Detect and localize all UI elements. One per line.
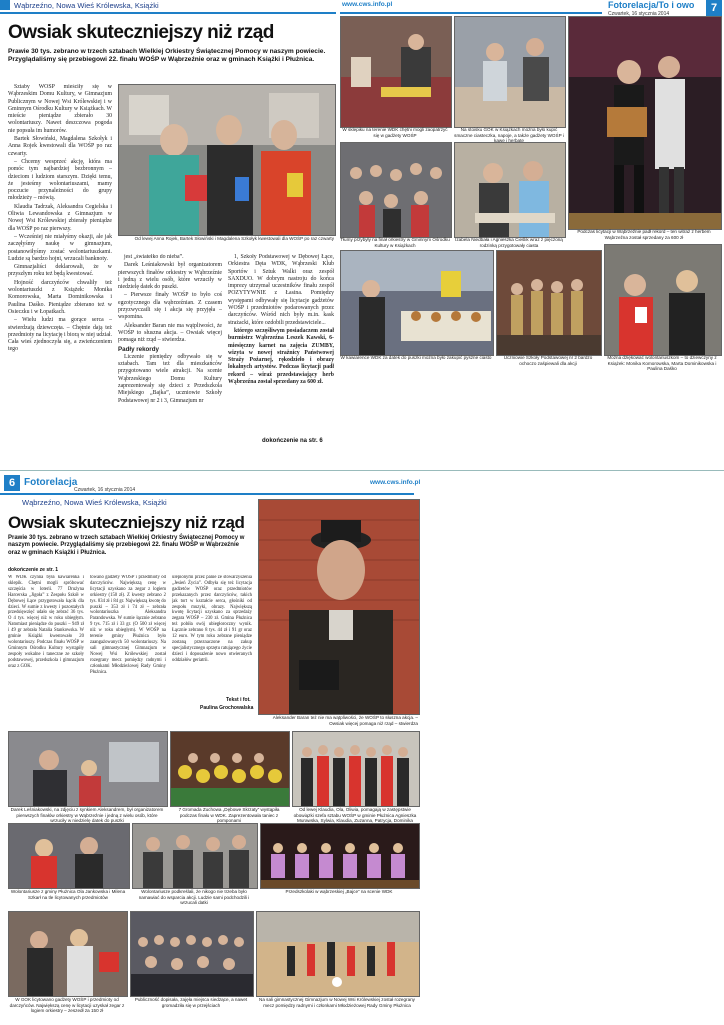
photo-caption-8: Publiczność dopisała, zajęła miejsca siedzące, a nawet gromadziła się w przejściach	[134, 997, 248, 1008]
photo-caption-7: Uczniowie Szkoły Podstawowej nr 2 bardzo ochoczo zaśpiewali dla akcji	[503, 355, 593, 366]
article-column-3: 1, Szkoły Podstawowej w Dębowej Łące, Orkiestra Dęta WDK, Wąbrzeski Klub Sportów i Sztuk Walki oraz zespół SAXDUO. W dobrym nastroju do końca imprezy utrzymał uczestników finału zespół POZYTYWNIE z Łasina. Pomiędzy występami odbywały się licytacje gadżetów WOŚP i przedmiotów podarowanych przez darczyńców. Wśród nich były m.in. kask strażacki, które ozdobili przedstawiciele... którego szczęśliwym posiadaczem został burmistrz Wąbrzeźna Leszek Kawski, 6-miesięczny karnet na zajęcia ZUMBY, wizyta w nowej strażnicy Państwowej Straży Pożarnej, rękodzieło i obrazy lokalnych artystów. Podczas licytacji padł rekord – wiraż przedstawiający herb Wąbrzeźna został sprzedany za 600 zł.	[228, 254, 334, 386]
header-rule	[0, 12, 336, 14]
main-photo-caption: Aleksander Baran też nie ma wątpliwości, że WOŚP to słuszna akcja. – Owsiak więcej pomaga niż rząd – stwierdza	[272, 715, 418, 726]
continued-from-note: dokończenie ze str. 1	[8, 567, 59, 573]
photo-pupils	[496, 250, 602, 356]
credit-name: Paulina Grochowalska	[200, 705, 254, 711]
photo-caption-4: Izabela Niedbała i Agnieszka Cieślik wraz z pięczoną rodzinką przygotowały ciasta	[455, 237, 563, 248]
photo-girls	[8, 823, 130, 889]
subhead-records: Padły rekordy	[118, 345, 159, 353]
photo-scouts	[170, 731, 290, 807]
site-url[interactable]: www.cws.info.pl	[342, 1, 393, 8]
photo-caption-1: Darek Leśniakowski, na zdjęciu z synkiem Aleksandrem, był organizatorem pierwszych finałów orkiestry w Wąbrzeźnie i jedną z wielu osób, które wrzuciły w niedzielę datek do puszki	[10, 807, 164, 824]
page-7	[0, 0, 724, 492]
photo-father-son	[8, 731, 168, 807]
site-url[interactable]: www.cws.info.pl	[370, 479, 421, 486]
photo-caption-4: Wolontariusze z gminy Płużnica Ola Jankowska i Milena Szkarł na tle licytowanych przedmiotów	[10, 889, 126, 900]
article-column-1: Sztaby WOŚP mieściły się w Wąbrzeskim Domu Kultury, w Gimnazjum Publicznym w Nowej Wsi Królewskiej i w Gminnym Ośrodku Kultury w Książkach. W mieście pieniądze zbierało 30 wolontariuszy. Nawet deszczowa pogoda nie popsuła im humorów. Bartek Słowiński, Magdalena Szkołyk i Anna Rojek kwestowali dla WOŚP po raz czwarty. – Chcemy wesprzeć akcję, która ma pomóc tym najbardziej bezbronnym – dzieciom i ludziom starszym. Dzięki temu, że jesteśmy wolontariuszami, mamy poczucie przynależności do grupy młodzieży – mówią. Klaudia Tadrzak, Aleksandra Cegielska i Oliwia Lewandowska z Gimnazjum w Nowej Wsi Królewskiej zbierały pieniądze dla WOŚP po raz pierwszy. – Wcześniej nie miałyśmy okazji, ale jak zaczęłyśmy naukę w gimnazjum, postanowiłyśmy zostać wolontariuszkami. Ludzie są bardzo hojni, wrzucali banknoty. Gimnazjaliści deklarowali, że w przyszłym roku też będą kwestować. Hojność darczyńców chwaliły też wolontariuszki z Książek: Monika Komorowska, Marta Dominikowska i Paulina Daśko. Pieniądze zbierano też w Osieczku i w Łopatkach. – Wielu ludzi ma gorące serca – stwierdzają dziewczęta. – Chętnie dają też przedmioty na licytację i biorą w niej udział. Cała wieś zjednoczyła się, a zwieńczeniem tego	[8, 84, 112, 353]
lead-paragraph: Prawie 30 tys. zebrano w trzech sztabach Wielkiej Orkiestry Świątecznej Pomocy w naszym powiecie. Przyglądaliśmy się przebiegowi 22. finału WOŚP w Wąbrzeźnie oraz w gminach Książki i Płużnica.	[8, 535, 245, 556]
photo-pluznica-team	[292, 731, 420, 807]
photo-caption-6: Przedszkolaki w wąbrzeskiej „Bajce” na scenie WDK	[285, 889, 393, 894]
header-rule-right	[340, 12, 602, 14]
main-photo	[258, 499, 420, 715]
section-title: Fotorelacja	[24, 477, 78, 488]
photo-caption-5: Wolontariusze podkreślali, że nikogo nie trzeba było namawiać do wsparcia akcji. Ludzie sami podchodzili i wrzucali datki	[138, 889, 250, 906]
issue-date: Czwartek, 16 stycznia 2014	[74, 487, 136, 493]
article-column-1: W WDK czynna była kawiarenka i sklepik. Chętni mogli spróbować szczęścia w loterii. 77 Drużyna Harcerska „Jigoła” z Zespołu Szkół w Dębowej Łące przygotowała kącik dla dzieci. W sumie z kwesty i pozostałych przedsięwzięć udało się zebrać 36 tys. O 4 tys. więcej niż w roku ubiegłym. Natomiast pieniądze do puszki – 949 zł i 49 gr zebrała Natalia Stankowska. W gminie Książki kwestowało 20 wolontariuszy. Podczas finału WOŚP w Gminnym Ośrodku Kultury wystąpiły zespoły wokalne i taneczne ze szkoły podstawowej, przedszkola i gimnazjum oraz z GOK.	[8, 575, 84, 669]
photo-cafe	[340, 250, 494, 356]
lead-paragraph: Prawie 30 tys. zebrano w trzech sztabach Wielkiej Orkiestry Świątecznej Pomocy w naszym powiecie. Przyglądaliśmy się przebiegowi 22. finału WOŚP w Wąbrzeźnie oraz w gminach Książki i Płużnica.	[8, 48, 326, 64]
article-column-2: towano gadżety WOŚP i przedmioty od darczyńców. Największą cenę w licytacji uzyskano za zegar z logiem orkiestry (150 zł). Z kwesty zebrano 2 tys. 834 zł i 84 gr. Największą kwotę do puszki – 353 zł i 74 zł – zebrała wolontariuszka Aleksandra Parandowska. W sumie łącznie zebrano 9 tys. 715 zł i 33 gr. (O 500 zł więcej niż w roku ubiegłym). W WOŚP na terenie gminy Płużnica było zaangażowanych 50 wolontariuszy. Na sali gimnastycznej Gimnazjum w Nowej Wsi Królewskiej został rozegrany mecz pomiędzy radnymi i członkami Młodzieżowej Rady Gminy Płużnica.	[90, 575, 166, 675]
article-column-2: jest „światełko do nieba”. Darek Leśniakowski był organizatorem pierwszych finałów orkiestry w Wąbrzeźnie i jedną z wielu osób, które wrzuciły w niedzielę datek do puszki. – Pierwsze finały WOŚP to było coś egzotycznego dla wąbrzeźnian. Z czasem przyzwyczaili się i akcja się przyjęła – wspomina. Aleksander Baran nie ma wątpliwości, że WOŚP to słuszna akcja. – Owsiak więcej pomaga niż rząd – stwierdza. Padły rekordy Liczenie pieniędzy odbywało się w sztabach. Tam też dla mieszkańców przygotowano wiele atrakcji. Na scenie Wąbrzeskiego Domu Kultury zaprezentowały się dzieci z Przedszkola Miejskiego „Bajka”, uczniowie Szkoły Podstawowej nr 2 i 3, Gimnazjum nr	[118, 254, 222, 404]
photo-caption-1: W sklepiku na terenie WDK chętni mogli zaopatrzyć się w gadżety WOŚP	[342, 127, 448, 138]
photo-caption-7: W GOK licytowano gadżety WOŚP i przedmioty od darczyńców. Największą cenę w licytacji uzyskał zegar z logiem orkiestry – zeszedł za 150 zł	[9, 997, 125, 1014]
photo-auction	[568, 16, 722, 230]
photo-gok-auction	[8, 911, 128, 997]
location-line: Wąbrzeźno, Nowa Wieś Królewska, Książki	[22, 498, 167, 507]
header-rule	[0, 493, 414, 495]
photo-stand	[454, 16, 566, 128]
issue-date: Czwartek, 16 stycznia 2014	[608, 11, 670, 17]
photo-preschoolers	[260, 823, 420, 889]
continued-note[interactable]: dokończenie na str. 6	[262, 438, 323, 444]
headline: Owsiak skuteczniejszy niż rząd	[8, 513, 245, 532]
headline: Owsiak skuteczniejszy niż rząd	[8, 22, 274, 43]
location-marker-icon	[0, 0, 10, 10]
photo-cakes	[454, 142, 566, 238]
location-line: Wąbrzeźno, Nowa Wieś Królewska, Książki	[14, 1, 159, 10]
photo-audience	[130, 911, 254, 997]
photo-match	[256, 911, 420, 997]
photo-caption-2: Na stoisku GOK w Książkach można było kupić smaczne ciasteczka, napoje, a także gadżety WOŚP i kawę i herbatę	[454, 127, 564, 144]
photo-donors	[132, 823, 258, 889]
photo-caption-8: Można dziękować wolontariuszkom – to dziewczyny z Książek: Monika Komorowska, Marta Dominikowska i Paulina Daśko	[607, 355, 717, 372]
section-title: Fotorelacja/To i owo	[608, 0, 695, 10]
photo-shop	[340, 16, 452, 128]
page-number: 7	[706, 0, 722, 16]
page-number: 6	[4, 475, 20, 491]
main-photo	[118, 84, 336, 236]
photo-crowd	[340, 142, 452, 238]
article-column-3: ulepionymi przez panie ze stowarzyszenia „Jesień Życia”. Odbyła się też licytacja gadżetów WOŚP oraz przedmiotów przekazanych przez darczyńców, takich jak tort w kształcie serca, głośniki od zespołu muzyki, obrazy. Największą kwotę licytacji uzyskano za sprzedaży zegara WOŚP – 230 zł. Gmina Płużnica też pobiła swój ubiegłoroczny wynik. Łącznie zebrano 8 tys. 44 zł i 91 gr oraz 12 euro. W tym roku zebrane pieniądze zostaną przeznaczone na zakup specjalistycznego sprzętu ratującego życie dzieci i doposażenie nowo otwieranych oddziałów geriatrii.	[172, 575, 252, 663]
main-photo-caption: Od lewej Anna Rojek, Bartek Słowiński i Magdalena Szkołyk kwestowali dla WOŚP po raz czwarty	[134, 236, 334, 241]
photo-caption-5: Podczas licytacji w Wąbrzeźnie padł rekord – ten witraż z herbem Wąbrzeźna został sprzedany za 600 zł	[577, 229, 711, 240]
photo-caption-6: W kawiarence WDK za datek do puszki można było zakupić pyszne ciasto	[340, 355, 492, 360]
photo-caption-3: Tłumy przybyły na finał orkiestry w Gminnym Ośrodku Kultury w Książkach	[340, 237, 450, 248]
page-6	[0, 470, 724, 1025]
credit-label: Tekst i fot.	[226, 697, 251, 703]
photo-caption-3: Od lewej Klaudia, Ola, Oliwia, pomagają w zastępstwie obowiązki szefa sztabu WOŚP w gminie Płużnica Agnieszka Murawska, Sylwia, Klaudia, Zuzanna, Patrycja, Dominika	[293, 807, 417, 824]
photo-caption-2: 7 Gromada Zuchowa „Dębowe Skrzaty” wystąpiła podczas finału w WDK. Zaprezentowała taniec z pomponami	[178, 807, 280, 824]
photo-caption-9: Na sali gimnastycznej Gimnazjum w Nowej Wsi Królewskiej został rozegrany mecz pomiędzy radnymi i członkami Młodzieżowej Rady Gminy Płużnica	[259, 997, 415, 1008]
photo-volunteers	[604, 244, 722, 356]
